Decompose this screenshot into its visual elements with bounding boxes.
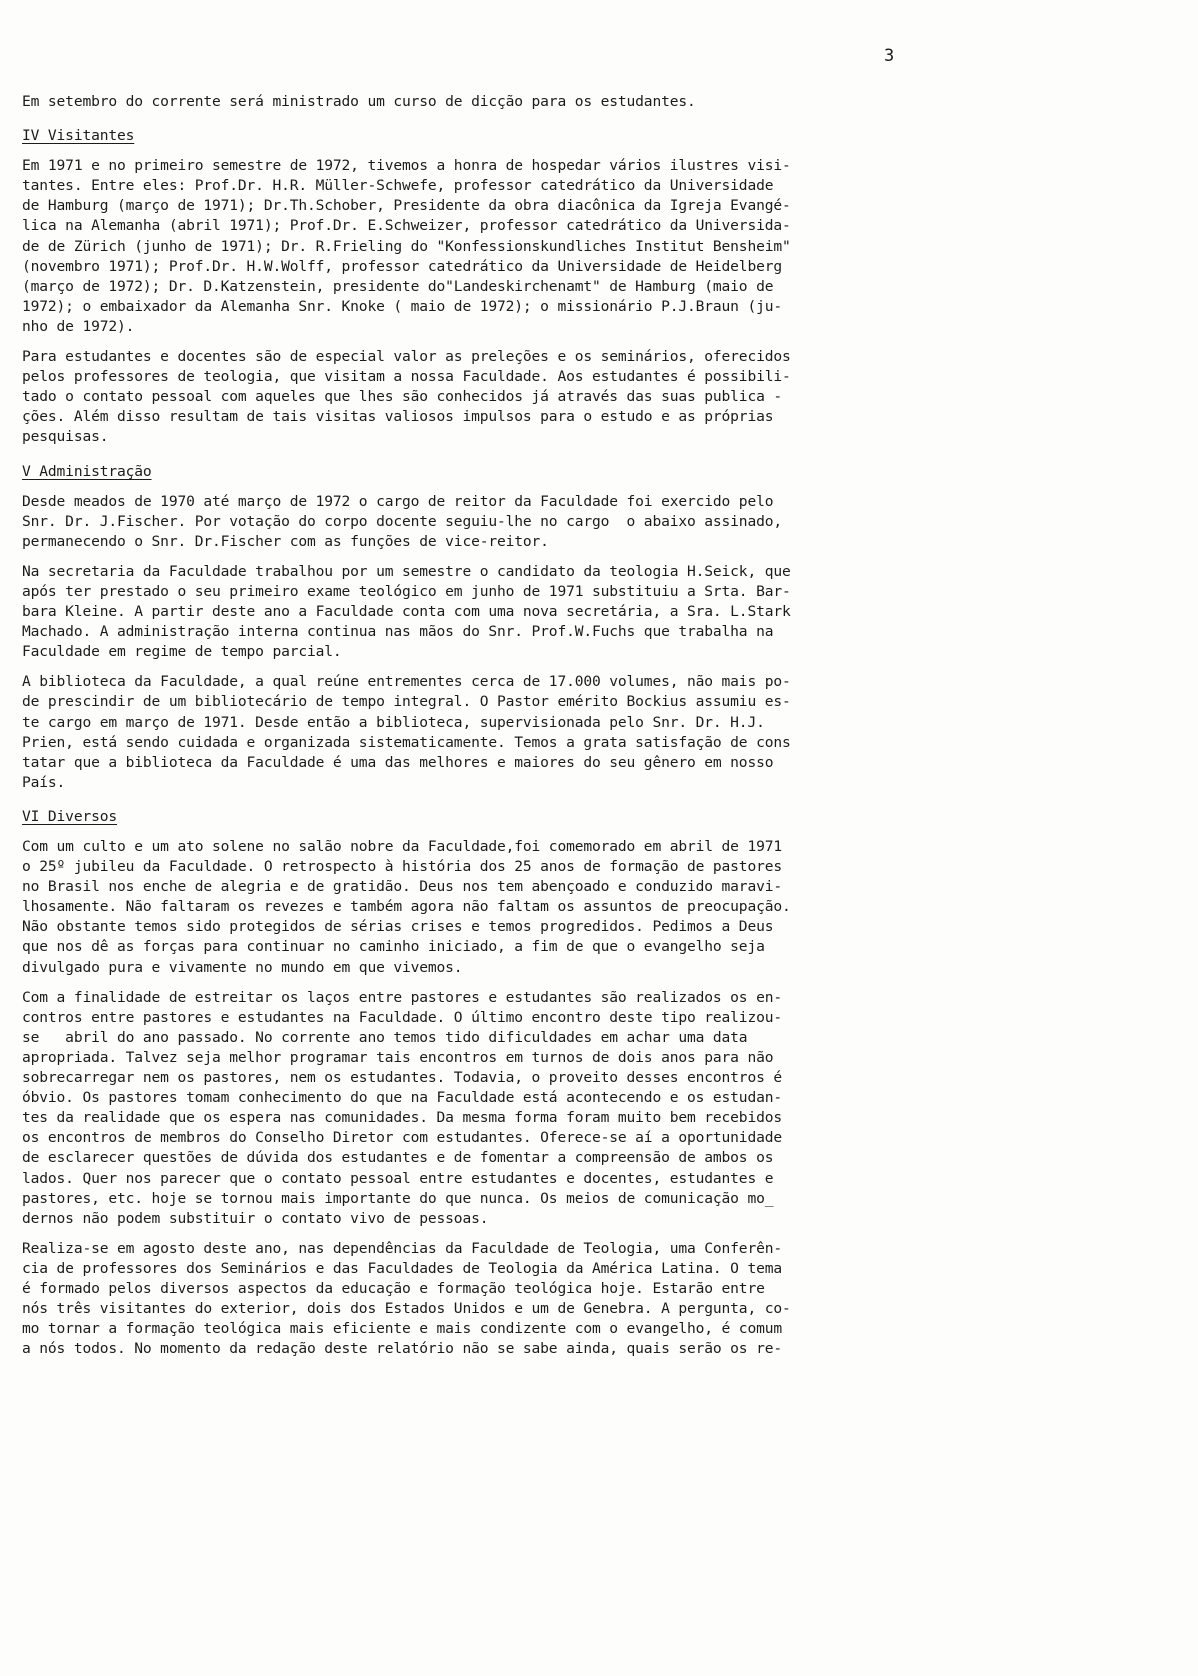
text-line: nós três visitantes do exterior, dois dos Estados Unidos e um de Genebra. A pergunta, co-	[22, 1300, 791, 1318]
text-line: pastores, etc. hoje se tornou mais importante do que nunca. Os meios de comunicação mo_	[22, 1189, 774, 1207]
paragraph	[22, 156, 932, 337]
text-line: Snr. Dr. J.Fischer. Por votação do corpo docente seguiu-lhe no cargo o abaixo assinado,	[22, 512, 782, 530]
text-line: bara Kleine. A partir deste ano a Faculdade conta com uma nova secretária, a Sra. L.Stark	[22, 603, 791, 621]
text-line: Na secretaria da Faculdade trabalhou por um semestre o candidato da teologia H.Seick, que	[22, 562, 791, 580]
text-line: de prescindir de um bibliotecário de tempo integral. O Pastor emérito Bockius assumiu es-	[22, 693, 791, 711]
text-line: sobrecarregar nem os pastores, nem os estudantes. Todavia, o proveito desses encontros é	[22, 1069, 782, 1087]
text-line: no Brasil nos enche de alegria e de gratidão. Deus nos tem abençoado e conduzido maravi-	[22, 878, 782, 896]
text-line: os encontros de membros do Conselho Diretor com estudantes. Oferece-se aí a oportunidade	[22, 1129, 782, 1147]
paragraph	[22, 1239, 932, 1360]
section-diversos	[22, 807, 932, 1359]
text-line: dernos não podem substituir o contato vivo de pessoas.	[22, 1209, 489, 1227]
section-title: IV Visitantes	[22, 127, 135, 145]
text-line: Realiza-se em agosto deste ano, nas dependências da Faculdade de Teologia, uma Conferên-	[22, 1239, 782, 1257]
text-line: lhosamente. Não faltaram os revezes e também agora não faltam os assuntos de preocupação.	[22, 898, 791, 916]
text-line: A biblioteca da Faculdade, a qual reúne entrementes cerca de 17.000 volumes, não mais po-	[22, 673, 791, 691]
text-line: óbvio. Os pastores tomam conhecimento do que na Faculdade está acontecendo e os estudan-	[22, 1089, 782, 1107]
section-title: V Administração	[22, 462, 152, 480]
text-line: Para estudantes e docentes são de especial valor as preleções e os seminários, oferecidos	[22, 348, 791, 366]
text-line: de esclarecer questões de dúvida dos estudantes e de fomentar a compreensão de ambos os	[22, 1149, 774, 1167]
text-line: de de Zürich (junho de 1971); Dr. R.Frieling do "Konfessionskundliches Institut Bensheim"	[22, 237, 791, 255]
text-line: (novembro 1971); Prof.Dr. H.W.Wolff, professor catedrático da Universidade de Heidelberg	[22, 257, 782, 275]
text-line: de Hamburg (março de 1971); Dr.Th.Schober, Presidente da obra diacônica da Igreja Evangé-	[22, 197, 791, 215]
text-line: ções. Além disso resultam de tais visitas valiosos impulsos para o estudo e as próprias	[22, 408, 774, 426]
paragraph	[22, 837, 932, 978]
paragraph	[22, 562, 932, 662]
section-administracao	[22, 462, 932, 793]
text-line: te cargo em março de 1971. Desde então a biblioteca, supervisionada pelo Snr. Dr. H.J.	[22, 713, 765, 731]
text-line: após ter prestado o seu primeiro exame teológico em junho de 1971 substituiu a Srta. Bar-	[22, 582, 791, 600]
document-body	[22, 92, 932, 1359]
text-line: mo tornar a formação teológica mais eficiente e mais condizente com o evangelho, é comum	[22, 1320, 782, 1338]
paragraph	[22, 672, 932, 793]
text-line: apropriada. Talvez seja melhor programar tais encontros em turnos de dois anos para não	[22, 1048, 774, 1066]
text-line: Com um culto e um ato solene no salão nobre da Faculdade,foi comemorado em abril de 1971	[22, 838, 782, 855]
text-line: é formado pelos diversos aspectos da educação e formação teológica hoje. Estarão entre	[22, 1279, 765, 1297]
text-line: que nos dê as forças para continuar no caminho iniciado, a fim de que o evangelho seja	[22, 938, 765, 956]
text-line: Em 1971 e no primeiro semestre de 1972, tivemos a honra de hospedar vários ilustres visi-	[22, 157, 791, 175]
text-line: Desde meados de 1970 até março de 1972 o cargo de reitor da Faculdade foi exercido pelo	[22, 492, 774, 510]
paragraph	[22, 988, 932, 1229]
text-line: a nós todos. No momento da redação deste relatório não se sabe ainda, quais serão os re-	[22, 1340, 782, 1358]
text-line: lados. Quer nos parecer que o contato pessoal entre estudantes e docentes, estudantes e	[22, 1169, 774, 1187]
text-line: lica na Alemanha (abril 1971); Prof.Dr. E.Schweizer, professor catedrático da Universida-	[22, 217, 791, 235]
text-line: (março de 1972); Dr. D.Katzenstein, presidente do"Landeskirchenamt" de Hamburg (maio de	[22, 277, 774, 295]
section-title: VI Diversos	[22, 807, 117, 825]
text-line: Em setembro do corrente será ministrado um curso de dicção para os estudantes.	[22, 93, 696, 110]
paragraph	[22, 492, 932, 552]
text-line: País.	[22, 773, 66, 791]
text-line: o 25º jubileu da Faculdade. O retrospecto à história dos 25 anos de formação de pastores	[22, 858, 782, 876]
text-line: 1972); o embaixador da Alemanha Snr. Knoke ( maio de 1972); o missionário P.J.Braun (ju-	[22, 297, 782, 315]
text-line: tatar que a biblioteca da Faculdade é uma das melhores e maiores do seu gênero em nosso	[22, 753, 774, 771]
text-line: contros entre pastores e estudantes na Faculdade. O último encontro deste tipo realizou-	[22, 1008, 782, 1026]
text-line: permanecendo o Snr. Dr.Fischer com as funções de vice-reitor.	[22, 532, 549, 550]
paragraph	[22, 347, 932, 447]
text-line: Não obstante temos sido protegidos de sérias crises e temos progredidos. Pedimos a Deus	[22, 918, 774, 936]
section-visitantes	[22, 126, 932, 447]
text-line: tado o contato pessoal com aqueles que lhes são conhecidos já através das suas publica -	[22, 388, 782, 406]
text-line: nho de 1972).	[22, 317, 135, 335]
text-line: se abril do ano passado. No corrente ano temos tido dificuldades em achar uma data	[22, 1028, 748, 1046]
page-number: 3	[884, 46, 895, 66]
text-line: pelos professores de teologia, que visitam a nossa Faculdade. Aos estudantes é possibili-	[22, 368, 791, 386]
text-line: tantes. Entre eles: Prof.Dr. H.R. Müller-Schwefe, professor catedrático da Universidade	[22, 177, 774, 195]
text-line: tes da realidade que os espera nas comunidades. Da mesma forma foram muito bem recebidos	[22, 1109, 782, 1127]
text-line: Prien, está sendo cuidada e organizada sistematicamente. Temos a grata satisfação de cons	[22, 733, 791, 751]
text-line: Machado. A administração interna continua nas mãos do Snr. Prof.W.Fuchs que trabalha na	[22, 623, 774, 641]
text-line: divulgado pura e vivamente no mundo em que vivemos.	[22, 958, 463, 976]
text-line: Faculdade em regime de tempo parcial.	[22, 643, 342, 661]
text-line: pesquisas.	[22, 428, 109, 446]
text-line: cia de professores dos Seminários e das Faculdades de Teologia da América Latina. O tema	[22, 1259, 782, 1277]
intro-paragraph	[22, 92, 932, 112]
text-line: Com a finalidade de estreitar os laços entre pastores e estudantes são realizados os en-	[22, 988, 782, 1006]
